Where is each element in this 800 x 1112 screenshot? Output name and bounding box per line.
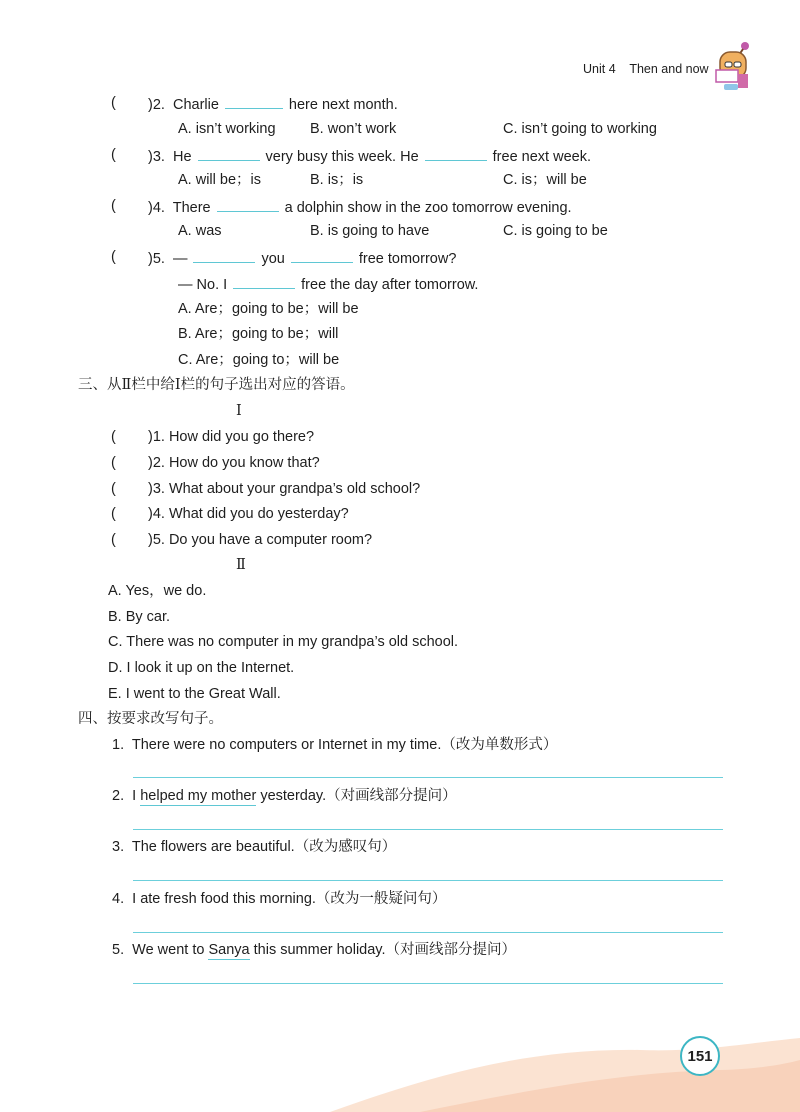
option[interactable]: C. isn’t going to working [503, 121, 657, 137]
answer-blank[interactable] [217, 197, 279, 212]
option[interactable]: B. won’t work [310, 121, 397, 137]
column-1-label: Ⅰ [236, 403, 242, 419]
answer-blank[interactable] [425, 146, 487, 161]
option[interactable]: A. will be；is [178, 172, 261, 188]
answer-blank[interactable] [225, 94, 283, 109]
answer-paren[interactable]: ( [111, 455, 116, 471]
match-answer: D. I look it up on the Internet. [108, 660, 295, 676]
option[interactable]: A. isn’t working [178, 121, 276, 137]
answer-paren[interactable]: ( [111, 532, 116, 548]
question-2: )2. Charlie here next month. [148, 94, 398, 114]
section-4-title: 四、按要求改写句子。 [78, 711, 223, 727]
answer-paren[interactable]: ( [111, 506, 116, 522]
option[interactable]: C. is；will be [503, 172, 587, 188]
match-question: )4. What did you do yesterday? [148, 506, 349, 522]
column-2-label: Ⅱ [236, 557, 246, 573]
rewrite-sentence-4: 4. I ate fresh food this morning.（改为一般疑问句） [112, 891, 447, 907]
question-3: )3. He very busy this week. He free next week. [148, 146, 591, 166]
rewrite-sentence-3: 3. The flowers are beautiful.（改为感叹句） [112, 839, 397, 855]
unit-title: Then and now [629, 62, 709, 76]
option[interactable]: A. was [178, 223, 222, 239]
question-5-line2: — No. I free the day after tomorrow. [178, 274, 478, 294]
option[interactable]: B. Are；going to be；will [178, 326, 339, 342]
answer-line[interactable] [133, 777, 723, 778]
question-5: )5. — you free tomorrow? [148, 248, 456, 268]
unit-label: Unit 4 [583, 62, 616, 76]
rewrite-sentence-1: 1. There were no computers or Internet in my time.（改为单数形式） [112, 737, 558, 753]
answer-blank[interactable] [233, 274, 295, 289]
match-answer: E. I went to the Great Wall. [108, 686, 281, 702]
robot-reading-icon [712, 40, 754, 92]
option[interactable]: C. Are；going to；will be [178, 352, 340, 368]
answer-blank[interactable] [198, 146, 260, 161]
match-answer: A. Yes，we do. [108, 583, 207, 599]
answer-paren[interactable]: ( [111, 249, 116, 265]
answer-line[interactable] [133, 983, 723, 984]
page-header [583, 62, 709, 76]
answer-paren[interactable]: ( [111, 95, 116, 111]
option[interactable]: C. is going to be [503, 223, 608, 239]
match-answer: B. By car. [108, 609, 171, 625]
answer-blank[interactable] [193, 248, 255, 263]
match-answer: C. There was no computer in my grandpa’s old school. [108, 634, 459, 650]
answer-line[interactable] [133, 829, 723, 830]
section-3-title: 三、从Ⅱ栏中给Ⅰ栏的句子选出对应的答语。 [78, 377, 355, 393]
underlined-part: helped my mother [140, 788, 257, 804]
underlined-part: Sanya [208, 942, 250, 958]
answer-paren[interactable]: ( [111, 481, 116, 497]
question-4: )4. There a dolphin show in the zoo tomorrow evening. [148, 197, 572, 217]
rewrite-sentence-5: 5. We went to Sanya this summer holiday.（对画线部分提问） [112, 942, 517, 958]
match-question: )3. What about your grandpa’s old school? [148, 481, 421, 497]
answer-paren[interactable]: ( [111, 429, 116, 445]
match-question: )2. How do you know that? [148, 455, 320, 471]
answer-line[interactable] [133, 932, 723, 933]
answer-line[interactable] [133, 880, 723, 881]
option[interactable]: B. is going to have [310, 223, 430, 239]
answer-blank[interactable] [291, 248, 353, 263]
option[interactable]: B. is；is [310, 172, 364, 188]
option[interactable]: A. Are；going to be；will be [178, 301, 359, 317]
rewrite-sentence-2: 2. I helped my mother yesterday.（对画线部分提问） [112, 788, 457, 804]
page-number: 151 [680, 1036, 720, 1076]
answer-paren[interactable]: ( [111, 147, 116, 163]
match-question: )5. Do you have a computer room? [148, 532, 373, 548]
answer-paren[interactable]: ( [111, 198, 116, 214]
match-question: )1. How did you go there? [148, 429, 315, 445]
